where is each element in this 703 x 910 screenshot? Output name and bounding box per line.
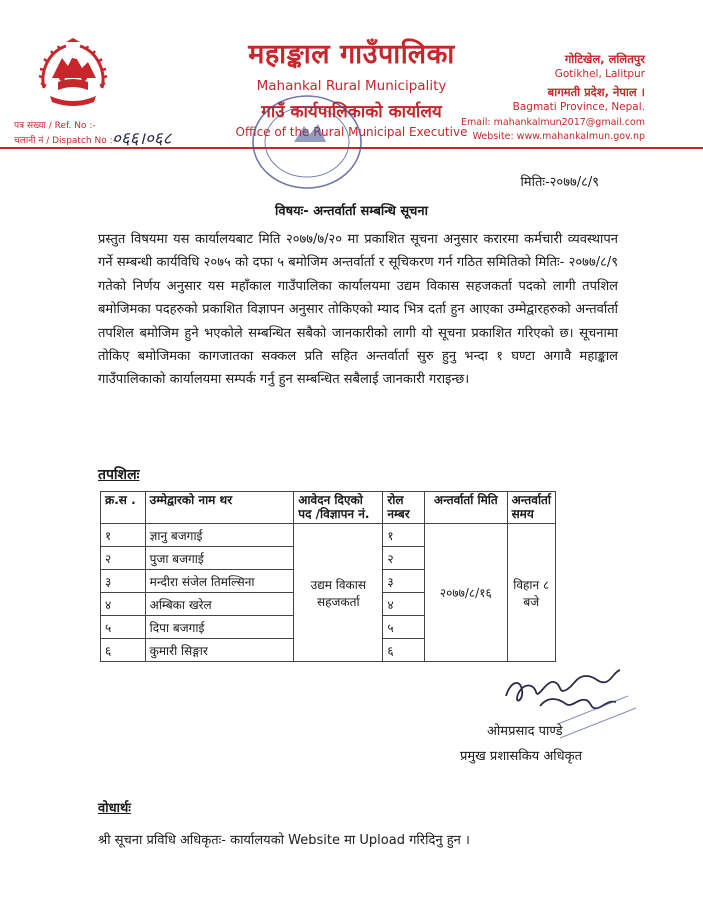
- letter-body: प्रस्तुत विषयमा यस कार्यालयबाट मिति २०७७/७/२० मा प्रकाशित सूचना अनुसार करारमा कर्मचारी व्यवस्थापन गर्ने सम्बन्धी कार्यविधि २०७५ को दफा ५ बमोजिम अन्तर्वार्ता र सूचिकरण गर्न गठित समितिको मितिः- २०७७/८/९ गतेको निर्णय अनुसार यस महाँकाल गाउँपालिका कार्यालयमा उद्यम विकास सहजकर्ता पदको लागी तपशिल बमोजिमका पदहरुको प्रकाशित विज्ञापन अनुसार तोकिएको म्याद भित्र दर्ता हुन आएका उम्मेद्वारहरुको अन्तर्वार्ता तपशिल बमोजिम हुने भएकोले सम्बन्धित सबैको जानकारीको लागी यो सूचना प्रकाशित गरिएको छ। सूचनामा तोकिए बमोजिमका कागजातका सक्कल प्रति सहित अन्तर्वार्ता सुरु हुनु भन्दा १ घण्टा अगावै महाङ्काल गाउँपालिकाको कार्यालयमा सम्पर्क गर्नु हुन सम्बन्धित सबैलाई जानकारी गराइन्छ।: [98, 232, 618, 388]
- signatory-name: ओमप्रसाद पाण्डे: [487, 724, 563, 739]
- email-line: Email: mahankalmun2017@gmail.com: [461, 117, 645, 128]
- interview-time-cell: विहान ८ बजे: [507, 524, 555, 662]
- address-line: गोटिखेल, ललितपुर: [564, 52, 645, 66]
- office-name-nepali: गाउँ कार्यपालिकाको कार्यालय: [261, 102, 442, 122]
- municipality-name-nepali: महाङ्काल गाउँपालिका: [248, 39, 455, 70]
- interview-schedule-table: [100, 491, 556, 662]
- header-candidate-name: उम्मेद्वारको नाम थर: [145, 492, 294, 524]
- row-roll-number: १: [383, 524, 425, 547]
- address-line: Gotikhel, Lalitpur: [554, 68, 645, 80]
- row-candidate-name: पुजा बजगाई: [145, 547, 294, 570]
- cc-note: श्री सूचना प्रविधि अधिकृतः- कार्यालयको Website मा Upload गरिदिनु हुन ।: [98, 833, 470, 848]
- row-serial: ३: [101, 570, 146, 593]
- row-serial: ४: [101, 593, 146, 616]
- letter-subject: विषयः- अन्तर्वार्ता सम्बन्धि सूचना: [275, 204, 428, 219]
- row-roll-number: ३: [383, 570, 425, 593]
- signatory-title: प्रमुख प्रशासकिय अधिकृत: [460, 749, 583, 764]
- row-candidate-name: कुमारी सिङ्गार: [145, 639, 294, 662]
- row-candidate-name: मन्दीरा संजेल तिमल्सिना: [145, 570, 294, 593]
- address-line: बागमती प्रदेश, नेपाल ।: [547, 85, 645, 99]
- header-interview-date: अन्तर्वार्ता मिति: [425, 492, 507, 524]
- table-row: [101, 524, 556, 547]
- row-roll-number: ६: [383, 639, 425, 662]
- schedule-heading: तपशिलः: [98, 467, 140, 483]
- header-interview-time: अन्तर्वार्ता समय: [507, 492, 555, 524]
- row-serial: ६: [101, 639, 146, 662]
- row-serial: ५: [101, 616, 146, 639]
- letter-date: मितिः-२०७७/८/९: [520, 175, 599, 190]
- interview-date-cell: २०७७/८/१६: [425, 524, 507, 662]
- header-post: आवेदन दिएको पद /विज्ञापन नं.: [294, 492, 383, 524]
- row-candidate-name: ज्ञानु बजगाई: [145, 524, 294, 547]
- table-header-row: [101, 492, 556, 524]
- dispatch-number: ०६६।०६८: [112, 129, 172, 149]
- header-serial: क्र.स .: [101, 492, 146, 524]
- office-seal-stamp: [246, 90, 368, 194]
- row-roll-number: ४: [383, 593, 425, 616]
- row-candidate-name: दिपा बजगाई: [145, 616, 294, 639]
- ref-no-label: पत्र संख्या / Ref. No :-: [14, 121, 96, 131]
- row-roll-number: ५: [383, 616, 425, 639]
- row-candidate-name: अम्बिका खरेल: [145, 593, 294, 616]
- row-serial: २: [101, 547, 146, 570]
- address-line: Bagmati Province, Nepal.: [512, 101, 645, 113]
- post-cell: उद्यम विकास सहजकर्ता: [294, 524, 383, 662]
- website-line: Website: www.mahankalmun.gov.np: [472, 131, 645, 142]
- cc-label: वोधार्थः: [98, 801, 131, 816]
- row-roll-number: २: [383, 547, 425, 570]
- office-name-english: Office of the Rural Municipal Executive: [235, 125, 468, 139]
- row-serial: १: [101, 524, 146, 547]
- municipality-name-english: Mahankal Rural Municipality: [256, 78, 447, 94]
- header-roll-number: रोल नम्बर: [383, 492, 425, 524]
- dispatch-no-label: चलानी नं / Dispatch No :-: [14, 136, 116, 146]
